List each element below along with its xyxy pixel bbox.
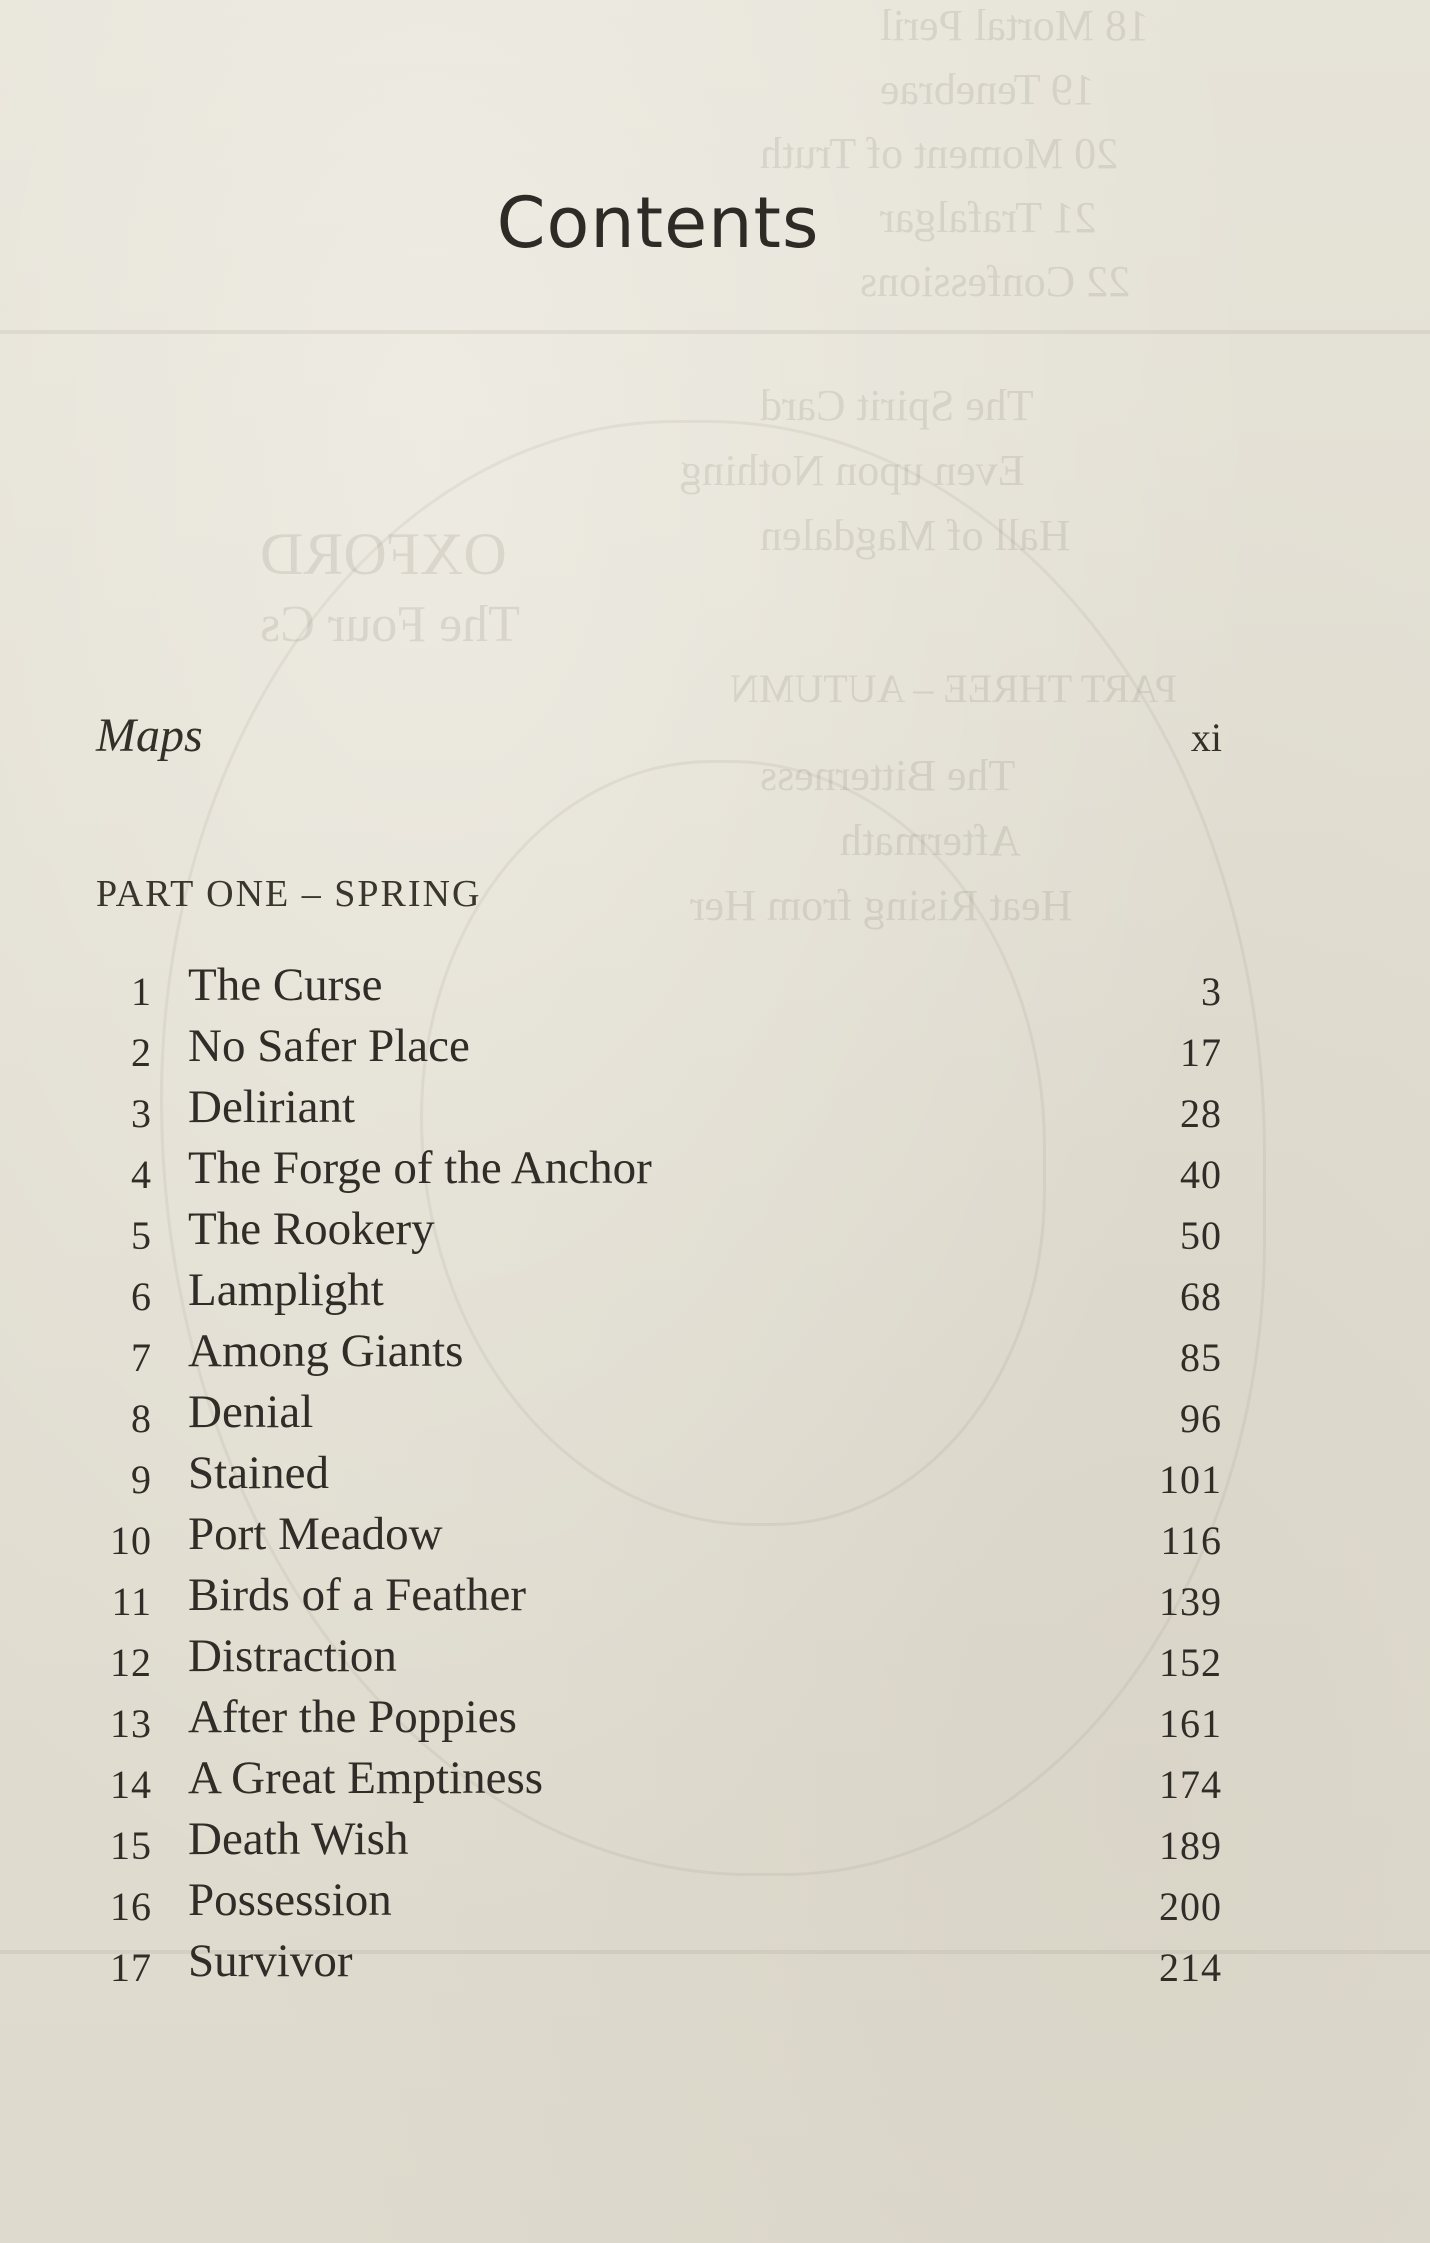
chapter-number: 5 [131,1213,152,1258]
chapter-number: 10 [110,1518,152,1563]
chapter-number: 15 [110,1823,152,1868]
chapter-page: 116 [1160,1518,1222,1563]
chapter-row [96,1568,1222,1629]
chapter-page: 214 [1159,1945,1222,1990]
maps-label: Maps [96,709,203,762]
chapter-title: Denial [188,1386,314,1438]
chapter-number: 9 [131,1457,152,1502]
show-through-text: Hall of Magdalen [760,511,1071,560]
chapter-page: 17 [1180,1030,1222,1075]
chapter-row [96,1080,1222,1141]
chapter-number: 16 [110,1884,152,1929]
chapter-page: 85 [1180,1335,1222,1380]
chapter-title: Distraction [188,1630,397,1682]
chapter-title: The Rookery [188,1203,435,1255]
chapter-number: 2 [131,1030,152,1075]
chapter-page: 200 [1159,1884,1222,1929]
chapter-page: 189 [1159,1823,1222,1868]
chapter-row [96,1202,1222,1263]
show-through-text: The Bitterness [760,751,1016,800]
chapter-page: 101 [1159,1457,1222,1502]
chapter-page: 40 [1180,1152,1222,1197]
chapter-number: 11 [111,1579,152,1624]
chapter-row [96,1873,1222,1934]
part-heading: PART ONE – SPRING [96,873,482,915]
chapter-title: The Curse [188,959,383,1011]
show-through-text: 22 Confessions [860,257,1131,306]
chapter-row [96,1019,1222,1080]
show-through-text: The Spirit Card [760,381,1034,430]
chapter-row [96,1507,1222,1568]
chapter-row [96,1629,1222,1690]
chapter-row [96,1324,1222,1385]
show-through-text: Heat Rising from Her [690,881,1073,930]
chapter-list [96,958,1222,1995]
chapter-number: 1 [131,969,152,1014]
chapter-page: 28 [1180,1091,1222,1136]
show-through-text: 21 Trafalgar [880,193,1097,242]
chapter-title: A Great Emptiness [188,1752,544,1804]
chapter-title: The Forge of the Anchor [188,1142,652,1194]
chapter-row [96,1446,1222,1507]
chapter-number: 7 [131,1335,152,1380]
show-through-text: 19 Tenebrae [880,65,1095,114]
chapter-title: Survivor [188,1935,353,1987]
chapter-page: 96 [1180,1396,1222,1441]
chapter-row [96,1812,1222,1873]
show-through-text: PART THREE – AUTUMN [730,666,1177,711]
show-through-rule [0,330,1430,334]
chapter-page: 161 [1159,1701,1222,1746]
show-through-text: 20 Moment of Truth [760,129,1119,178]
show-through-text: Aftermath [840,816,1021,865]
chapter-title: Among Giants [188,1325,464,1377]
chapter-number: 4 [131,1152,152,1197]
chapter-row [96,1263,1222,1324]
chapter-title: Lamplight [188,1264,384,1316]
chapter-row [96,958,1222,1019]
chapter-number: 14 [110,1762,152,1807]
chapter-row [96,1690,1222,1751]
chapter-title: Deliriant [188,1081,356,1133]
chapter-title: Birds of a Feather [188,1569,527,1621]
chapter-page: 174 [1159,1762,1222,1807]
show-through-text: 18 Mortal Peril [880,1,1149,50]
chapter-page: 68 [1180,1274,1222,1319]
chapter-number: 12 [110,1640,152,1685]
chapter-title: After the Poppies [188,1691,517,1743]
chapter-page: 50 [1180,1213,1222,1258]
chapter-number: 3 [131,1091,152,1136]
chapter-number: 6 [131,1274,152,1319]
chapter-title: Port Meadow [188,1508,443,1560]
show-through-text: Even upon Nothing [680,446,1025,495]
chapter-title: Death Wish [188,1813,409,1865]
chapter-page: 3 [1201,969,1222,1014]
chapter-title: Stained [188,1447,329,1499]
chapter-number: 8 [131,1396,152,1441]
chapter-number: 17 [110,1945,152,1990]
toc-entry-maps [96,708,1222,778]
chapter-title: No Safer Place [188,1020,470,1072]
chapter-page: 139 [1159,1579,1222,1624]
show-through-text: The Four Cs [260,596,520,653]
maps-page-number: xi [1190,715,1222,760]
chapter-page: 152 [1159,1640,1222,1685]
show-through-text: OXFORD [260,521,507,587]
page-title: Contents [496,182,820,264]
chapter-row [96,1385,1222,1446]
chapter-row [96,1751,1222,1812]
chapter-number: 13 [110,1701,152,1746]
chapter-row [96,1934,1222,1995]
chapter-title: Possession [188,1874,392,1926]
chapter-row [96,1141,1222,1202]
